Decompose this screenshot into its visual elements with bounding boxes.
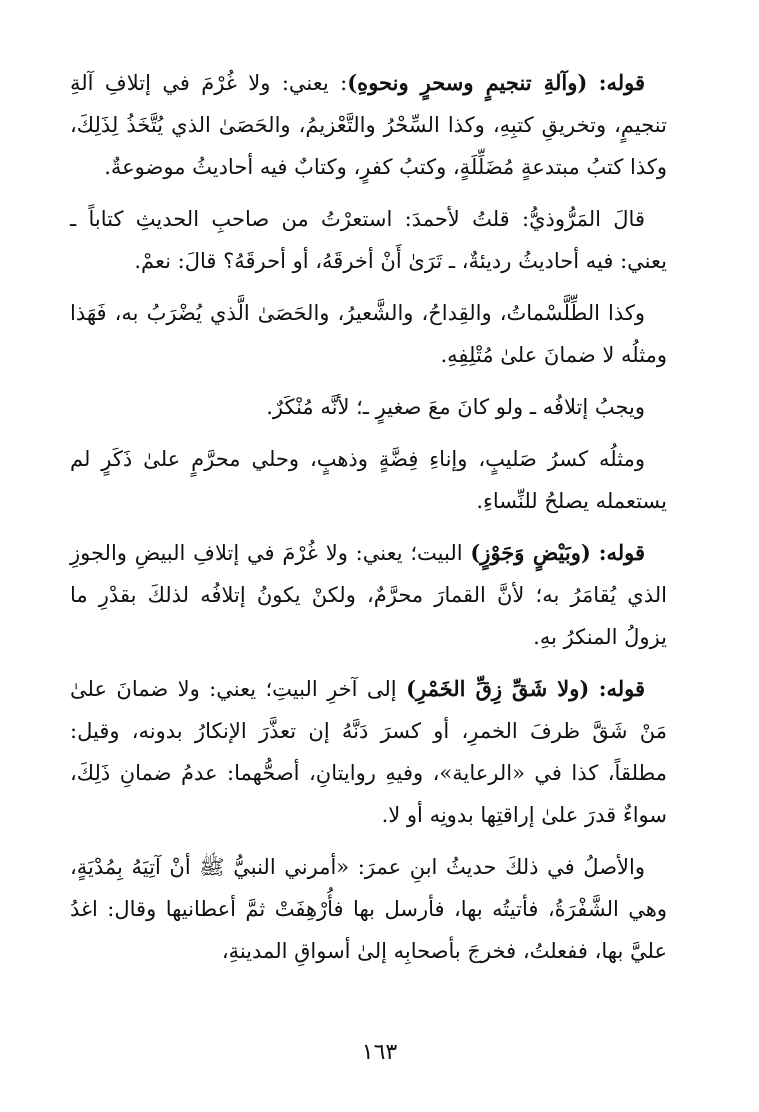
page-body	[70, 62, 667, 982]
paragraph-7-heading: (ولا شَقِّ زِقِّ الخَمْرِ)	[406, 676, 590, 701]
paragraph-6-lead: قوله:	[598, 540, 645, 565]
paragraph-3	[70, 292, 667, 376]
paragraph-6-text: البيت؛ يعني: ولا غُرْمَ في إتلافِ البيضِ والجوزِ الذي يُقامَرُ به؛ لأنَّ القمارَ محرَّمٌ، ولكنْ يكونُ إتلافُه لذلكَ بقدْرِ ما يزولُ المنكرُ بهِ.	[70, 541, 667, 649]
paragraph-4-text: ويجبُ إتلافُه ـ ولو كانَ معَ صغيرٍ ـ؛ لأنَّه مُنْكَرٌ.	[266, 395, 645, 419]
paragraph-4	[70, 386, 667, 428]
paragraph-8	[70, 846, 667, 972]
paragraph-6-heading: (وبَيْضٍ وَجَوْزٍ)	[470, 540, 591, 565]
paragraph-1-text: : يعني: ولا غُرْمَ في إتلافِ آلةِ تنجيمٍ، وتخريقِ كتبِهِ، وكذا السِّحْرُ والتَّعْزيمُ، والحَصَىٰ الذي يُتَّخَذُ لِذَلِكَ، وكذا كتبُ مبتدعةٍ مُضَلِّلَةٍ، وكتبُ كفرٍ، وكتابٌ فيه أحاديثُ موضوعةٌ.	[70, 71, 667, 179]
paragraph-7-text: إلى آخرِ البيتِ؛ يعني: ولا ضمانَ علىٰ مَنْ شَقَّ ظرفَ الخمرِ، أو كسرَ دَنَّهُ إن تعذَّرَ الإنكارُ بدونه، وقيل: مطلقاً، كذا في «الرعاية»، وفيهِ روايتانِ، أصحُّهما: عدمُ ضمانِ ذَلِكَ، سواءٌ قدرَ علىٰ إراقتِها بدونِه أو لا.	[70, 677, 667, 827]
paragraph-2	[70, 198, 667, 282]
paragraph-1	[70, 62, 667, 188]
paragraph-1-lead: قوله:	[598, 70, 646, 95]
paragraph-7	[70, 668, 667, 836]
paragraph-2-text: قالَ المَرُّوذيُّ: قلتُ لأحمدَ: استعرْتُ من صاحبِ الحديثِ كتاباً ـ يعني: فيه أحاديثُ رديئةٌ، ـ تَرَىٰ أَنْ أخرقَهُ، أو أحرقَهُ؟ قالَ: نعمْ.	[70, 207, 667, 273]
paragraph-5	[70, 438, 667, 522]
paragraph-5-text: ومثلُه كسرُ صَليبٍ، وإناءِ فِضَّةٍ وذهبٍ، وحلي محرَّمٍ علىٰ ذَكَرٍ لم يستعمله يصلحُ للنِّساءِ.	[70, 447, 667, 513]
paragraph-1-heading: (وآلةِ تنجيمٍ وسحرٍ ونحوهِ)	[347, 70, 588, 95]
paragraph-7-lead: قوله:	[598, 676, 645, 701]
paragraph-6	[70, 532, 667, 658]
paragraph-3-text: وكذا الطِّلَّسْماتُ، والقِداحُ، والشَّعيرُ، والحَصَىٰ الَّذي يُضْرَبُ به، فَهَذا ومثلُه لا ضمانَ علىٰ مُتْلِفِهِ.	[70, 301, 667, 367]
page-number: ١٦٣	[361, 1040, 398, 1065]
paragraph-8-text: والأصلُ في ذلكَ حديثُ ابنِ عمرَ: «أمرني النبيُّ ﷺ أنْ آتِيَهُ بِمُدْيَةٍ، وهي الشَّفْرَةُ، فأتيتُه بها، فأرسل بها فأُرْهِفَتْ ثمَّ أعطانيها وقال: اغدُ عليَّ بها، ففعلتُ، فخرجَ بأصحابِه إلىٰ أسواقِ المدينةِ،	[70, 855, 667, 963]
